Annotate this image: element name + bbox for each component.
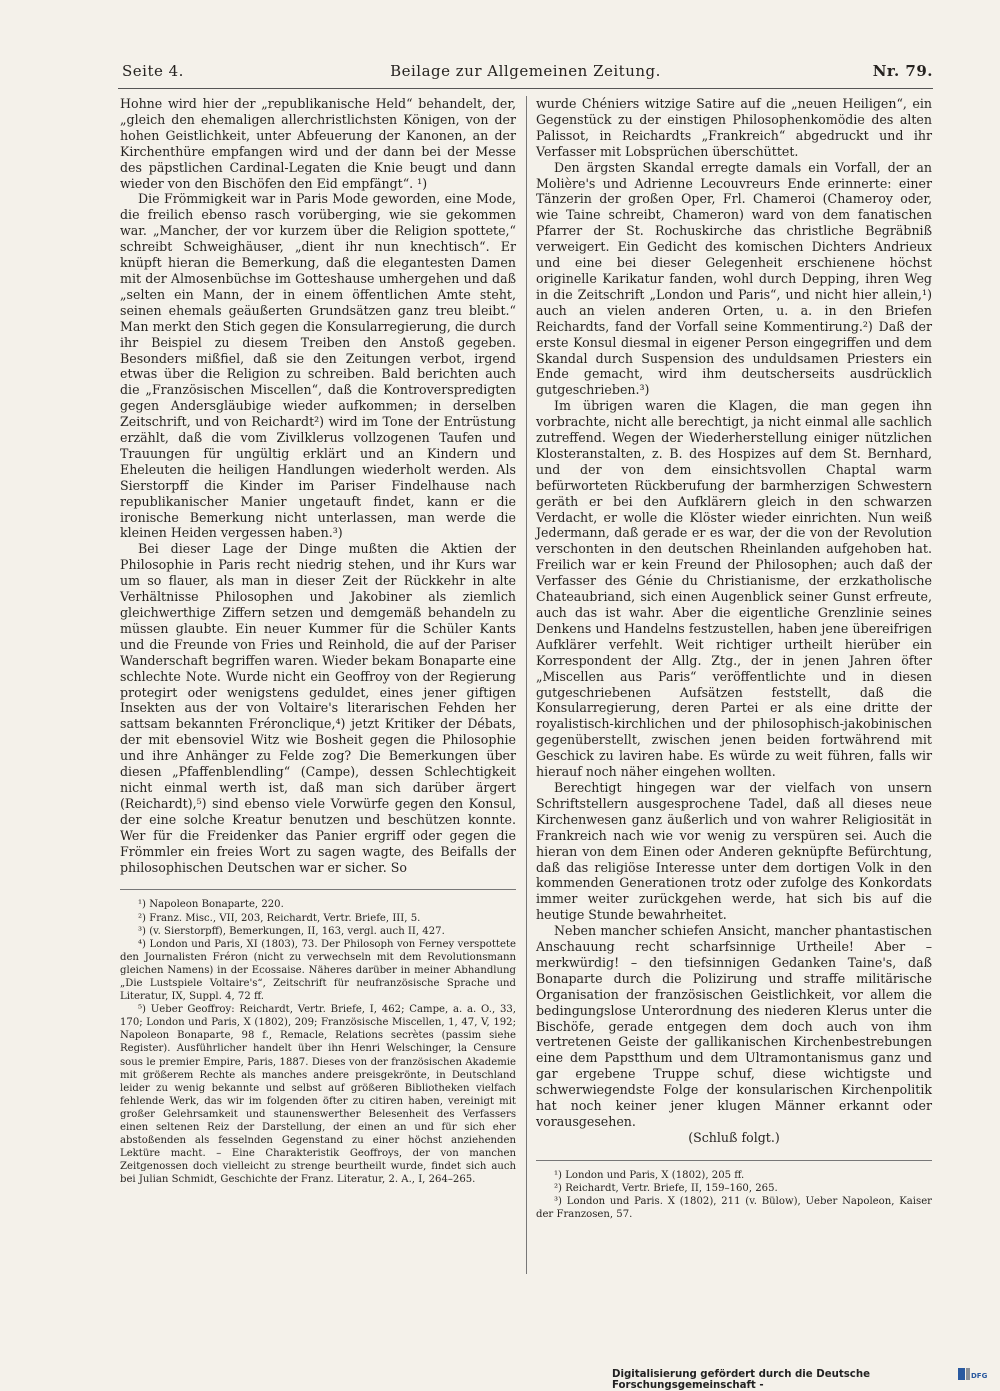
paragraph: Hohne wird hier der „republikanische Held“ behandelt, der, „gleich den ehemaligen allerchristlichsten Königen, von der hohen Geistlichkeit, unter Abfeuerung der Kanonen, an der Kirchenthüre empfangen wird und der dann bei der Messe des päpstlichen Cardinal-Legaten die Knie beugt und dann wieder von den Bischöfen den Eid empfängt“. ¹) [120, 96, 516, 191]
left-column [120, 96, 516, 1186]
paragraph: Berechtigt hingegen war der vielfach von unsern Schriftstellern ausgesprochene Tadel, daß all dieses neue Kirchenwesen ganz äußerlich und von wahrer Religiosität in Frankreich nach wie vor wenig zu verspüren sei. Auch die hieran von dem Einen oder Anderen geknüpfte Befürchtung, daß das religiöse Interesse unter dem dortigen Volk in den kommenden Generationen trotz oder zufolge des Konkordats immer weiter zurückgehen werde, hat sich bis auf die heutige Stunde bewahrheitet. [536, 779, 932, 923]
column-divider [526, 96, 527, 1274]
footnote: ³) London und Paris. X (1802), 211 (v. Bülow), Ueber Napoleon, Kaiser der Franzosen, 57. [536, 1196, 932, 1221]
paragraph: Bei dieser Lage der Dinge mußten die Aktien der Philosophie in Paris recht niedrig stehen, und ihr Kurs war um so flauer, als man in dieser Zeit der Rückkehr in alte Verhältnisse Philosophen und Jakobiner als ziemlich gleichwerthige Ziffern setzen und demgemäß behandeln zu müssen glaubte. Ein neuer Kummer für die Schüler Kants und die Freunde von Fries und Reinhold, die auf der Pariser Wanderschaft begriffen waren. Wieder bekam Bonaparte eine schlechte Note. Wurde nicht ein Geoffroy von der Regierung protegirt oder wenigstens geduldet, eines jener giftigen Insekten aus der von Voltaire's literarischen Fehden her sattsam bekannten Fréronclique,⁴) jetzt Kritiker der Débats, der mit ebensoviel Witz wie Bosheit gegen die Philosophie und ihre Anhänger zu Felde zog? Die Bemerkungen über diesen „Pfaffenblendling“ (Campe), dessen Schlechtigkeit nicht einmal werth ist, daß man sich darüber ärgert (Reichardt),⁵) sind ebenso viele Vorwürfe gegen den Konsul, der eine solche Kreatur benutzen und beschützen konnte. Wer für die Freidenker das Panier ergriff oder gegen die Frömmler ein freies Wort zu sagen wagte, des Beifalls der philosophischen Deutschen war er sicher. So [120, 541, 516, 875]
footnote: ³) (v. Sierstorpff), Bemerkungen, II, 163, vergl. auch II, 427. [138, 925, 445, 937]
footnote: ⁴) London und Paris, XI (1803), 73. Der Philosoph von Ferney verspottete den Journalisten Fréron (nicht zu verwechseln mit dem Revolutionsmann gleichen Namens) in der Ecossaise. Näheres darüber in meiner Abhandlung „Die Lustspiele Voltaire's“, Zeitschrift für neufranzösische Sprache und Literatur, IX, Suppl. 4, 72 ff. [120, 938, 516, 1003]
page-number: Seite 4. [122, 62, 184, 80]
paragraph: Die Frömmigkeit war in Paris Mode geworden, eine Mode, die freilich ebenso rasch vorüberging, wie sie gekommen war. „Mancher, der vor kurzem über die Religion spottete,“ schreibt Schweighäuser, „dient ihr nun knechtisch“. Er knüpft hieran die Bemerkung, daß die elegantesten Damen mit der Almosenbüchse im Gotteshause umhergehen und daß „selten ein Mann, der in einem öffentlichen Amte steht, seinen ehemals geäußerten Grundsätzen ganz treu bleibt.“ Man merkt den Stich gegen die Konsularregierung, die durch ihr Beispiel zu diesem Treiben den Anstoß gegeben. Besonders mißfiel, daß sie den Zeitungen verbot, irgend etwas über die Religion zu schreiben. Bald berichten auch die „Französischen Miscellen“, daß die Kontroverspredigten gegen Andersgläubige wieder aufkommen; in derselben Zeitschrift, und von Reichardt²) wird im Tone der Entrüstung erzählt, daß die vom Zivilklerus vollzogenen Taufen und Trauungen für ungültig erklärt und an Kindern und Eheleuten die heiligen Handlungen wiederholt werden. Als Sierstorpff die Kinder im Pariser Findelhause nach republikanischer Manier ungetauft findet, kann er die ironische Bemerkung nicht unterlassen, man werde die kleinen Heiden vergessen haben.³) [120, 191, 516, 541]
dfg-logo-text: DFG [971, 1372, 988, 1380]
paragraph: Neben mancher schiefen Ansicht, mancher phantastischen Anschauung recht scharfsinnige Urtheile! Aber – merkwürdig! – den tiefsinnigen Gedanken Taine's, daß Bonaparte durch die Polizirung und straffe militärische Organisation der französischen Geistlichkeit, vor allem die bedingungslose Unterordnung des niederen Klerus unter die Bischöfe, gerade entgegen dem doch auch von ihm vertretenen Geiste der gallikanischen Kirchenbestrebungen eine dem Papstthum und dem Ultramontanismus ganz und gar ergebene Truppe schuf, diese wichtigste und schwerwiegendste Folge der konsularischen Kirchenpolitik hat noch keiner jener klugen Männer erkannt oder vorausgesehen. [536, 923, 932, 1129]
publication-title: Beilage zur Allgemeinen Zeitung. [390, 62, 661, 80]
continuation-note: (Schluß folgt.) [688, 1129, 780, 1145]
right-column [536, 96, 932, 1221]
footnote: ⁵) Ueber Geoffroy: Reichardt, Vertr. Briefe, I, 462; Campe, a. a. O., 33, 170; London und Paris, X (1802), 209; Französische Miscellen, 1, 47, V, 192; Napoleon Bonaparte, 98 f., Remacle, Relations secrètes (passim siehe Register). Ausführlicher handelt über ihn Henri Welschinger, la Censure sous le premier Empire, Paris, 1887. Dieses von der französischen Akademie mit größerem Rechte als manches andere preisgekrönte, in Deutschland leider zu wenig bekannte und selbst auf größeren Bibliotheken vielfach fehlende Werk, das wir im folgenden öfter zu citiren haben, vereinigt mit großer Gelehrsamkeit und staunenswerther Belesenheit des Verfassers einen seltenen Reiz der Darstellung, der einen an und für sich eher abstoßenden als fesselnden Gegenstand zu einer höchst anziehenden Lektüre macht. – Eine Charakteristik Geoffroys, der von manchen Zeitgenossen doch vielleicht zu strenge beurtheilt wurde, findet sich auch bei Julian Schmidt, Geschichte der Franz. Literatur, 2. A., I, 264–265. [120, 1004, 516, 1186]
footnote: ¹) London und Paris, X (1802), 205 ff. [554, 1169, 745, 1181]
page-header [118, 62, 933, 89]
footnote-divider [120, 889, 516, 890]
footnote: ²) Franz. Misc., VII, 203, Reichardt, Vertr. Briefe, III, 5. [138, 912, 421, 924]
dfg-logo-block-gray [966, 1368, 970, 1380]
footnote: ²) Reichardt, Vertr. Briefe, II, 159–160, 265. [554, 1182, 778, 1194]
dfg-logo [958, 1366, 988, 1382]
digitization-credit: Digitalisierung gefördert durch die Deutsche Forschungsgemeinschaft - [612, 1369, 870, 1391]
paragraph: Den ärgsten Skandal erregte damals ein Vorfall, der an Molière's und Adrienne Lecouvreurs Ende erinnerte: einer Tänzerin der großen Oper, Frl. Chameroi (Chameroy oder, wie Taine schreibt, Chameron) ward von dem fanatischen Pfarrer der St. Rochuskirche das christliche Begräbniß verweigert. Ein Gedicht des komischen Dichters Andrieux und eine bei dieser Gelegenheit erschienene höchst originelle Karikatur fanden, wohl durch Depping, ihren Weg in die Zeitschrift „London und Paris“, und nicht hier allein,¹) auch an vielen anderen Orten, u. a. in den Briefen Reichardts, fand der Vorfall seine Kommentirung.²) Daß der erste Konsul diesmal in eigener Person eingegriffen und dem Skandal durch Suspension des unduldsamen Priesters ein Ende gemacht, wird ihm deutscherseits ausdrücklich gutgeschrieben.³) [536, 159, 932, 398]
footnote: ¹) Napoleon Bonaparte, 220. [138, 899, 284, 911]
dfg-logo-block-blue [958, 1368, 965, 1380]
paragraph: wurde Chéniers witzige Satire auf die „neuen Heiligen“, ein Gegenstück zu der einstigen Philosophenkomödie des alten Palissot, in Reichardts „Frankreich“ abgedruckt und ihr Verfasser mit Lobsprüchen überschüttet. [536, 96, 932, 159]
paragraph: Im übrigen waren die Klagen, die man gegen ihn vorbrachte, nicht alle berechtigt, ja nicht einmal alle sachlich zutreffend. Wegen der Wiederherstellung einiger nützlichen Klosteranstalten, z. B. des Hospizes auf dem St. Bernhard, und der von dem einsichtsvollen Chaptal warm befürworteten Rückberufung der barmherzigen Schwestern geräth er bei den Aufklärern gleich in den schwarzen Verdacht, er wolle die Klöster wieder einrichten. Nun weiß Jedermann, daß gerade er es war, der die von der Revolution verschonten in den deutschen Rheinlanden aufgehoben hat. Freilich war er kein Freund der Philosophen; auch daß der Verfasser des Génie du Christianisme, der erzkatholische Chateaubriand, sich einen Augenblick seiner Gunst erfreute, auch das ist wahr. Aber die eigentliche Grenzlinie seines Denkens und Handelns festzustellen, haben jene übereifrigen Aufklärer verfehlt. Weit richtiger urtheilt hierüber ein Korrespondent der Allg. Ztg., der in jenen Jahren öfter „Miscellen aus Paris“ veröffentlichte und in diesen gutgeschriebenen Aufsätzen feststellt, daß die Konsularregierung, deren Partei er als eine dritte der royalistisch-kirchlichen und der philosophisch-jakobinischen gegenüberstellt, zwischen jenen beiden fortwährend mit Geschick zu laviren habe. Es würde zu weit führen, falls wir hierauf noch näher eingehen wollten. [536, 398, 932, 780]
issue-number: Nr. 79. [872, 62, 933, 80]
footnote-divider [536, 1160, 932, 1161]
